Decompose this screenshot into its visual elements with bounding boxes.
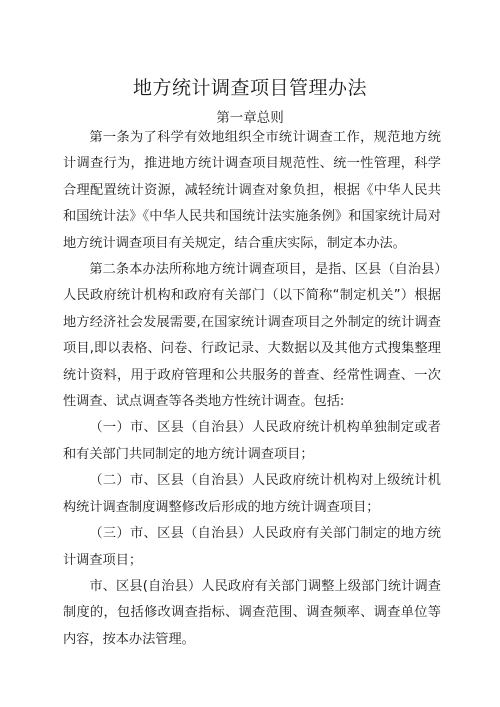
- document-body: [63, 125, 441, 653]
- adjustment-paragraph: 市、区县(自治县）人民政府有关部门调整上级部门统计调查制度的，包括修改调查指标、调查范围、调查频率、调查单位等内容，按本办法管理。: [63, 578, 441, 647]
- article-2-paragraph: 第二条本办法所称地方统计调查项目，是指、区县（自治县）人民政府统计机构和政府有关部门（以下简称“制定机关”）根据地方经济社会发展需要,在国家统计调查项目之外制定的统计调查项目,即以表格、问卷、行政记录、大数据以及其他方式搜集整理统计资料，用于政府管理和公共服务的普查、经常性调查、一次性调查、试点调查等各类地方性统计调查。包括:: [63, 262, 441, 410]
- article-1-paragraph: 第一条为了科学有效地组织全市统计调查工作，规范地方统计调查行为，推进地方统计调查项目规范性、统一性管理，科学合理配置统计资源，减轻统计调查对象负担，根据《中华人民共和国统计法》《中华人民共和国统计法实施条例》和国家统计局对地方统计调查项目有关规定，结合重庆实际，制定本办法。: [63, 130, 441, 251]
- item-1-paragraph: （一）市、区县（自治县）人民政府统计机构单独制定或者和有关部门共同制定的地方统计调查项目；: [63, 420, 441, 462]
- chapter-title: 第一章总则: [216, 110, 284, 126]
- document-title: 地方统计调查项目管理办法: [132, 77, 367, 99]
- item-3-paragraph: （三）市、区县（自治县）人民政府有关部门制定的地方统计调查项目；: [63, 526, 441, 568]
- item-2-paragraph: （二）市、区县（自治县）人民政府统计机构对上级统计机构统计调查制度调整修改后形成的地方统计调查项目；: [63, 473, 441, 515]
